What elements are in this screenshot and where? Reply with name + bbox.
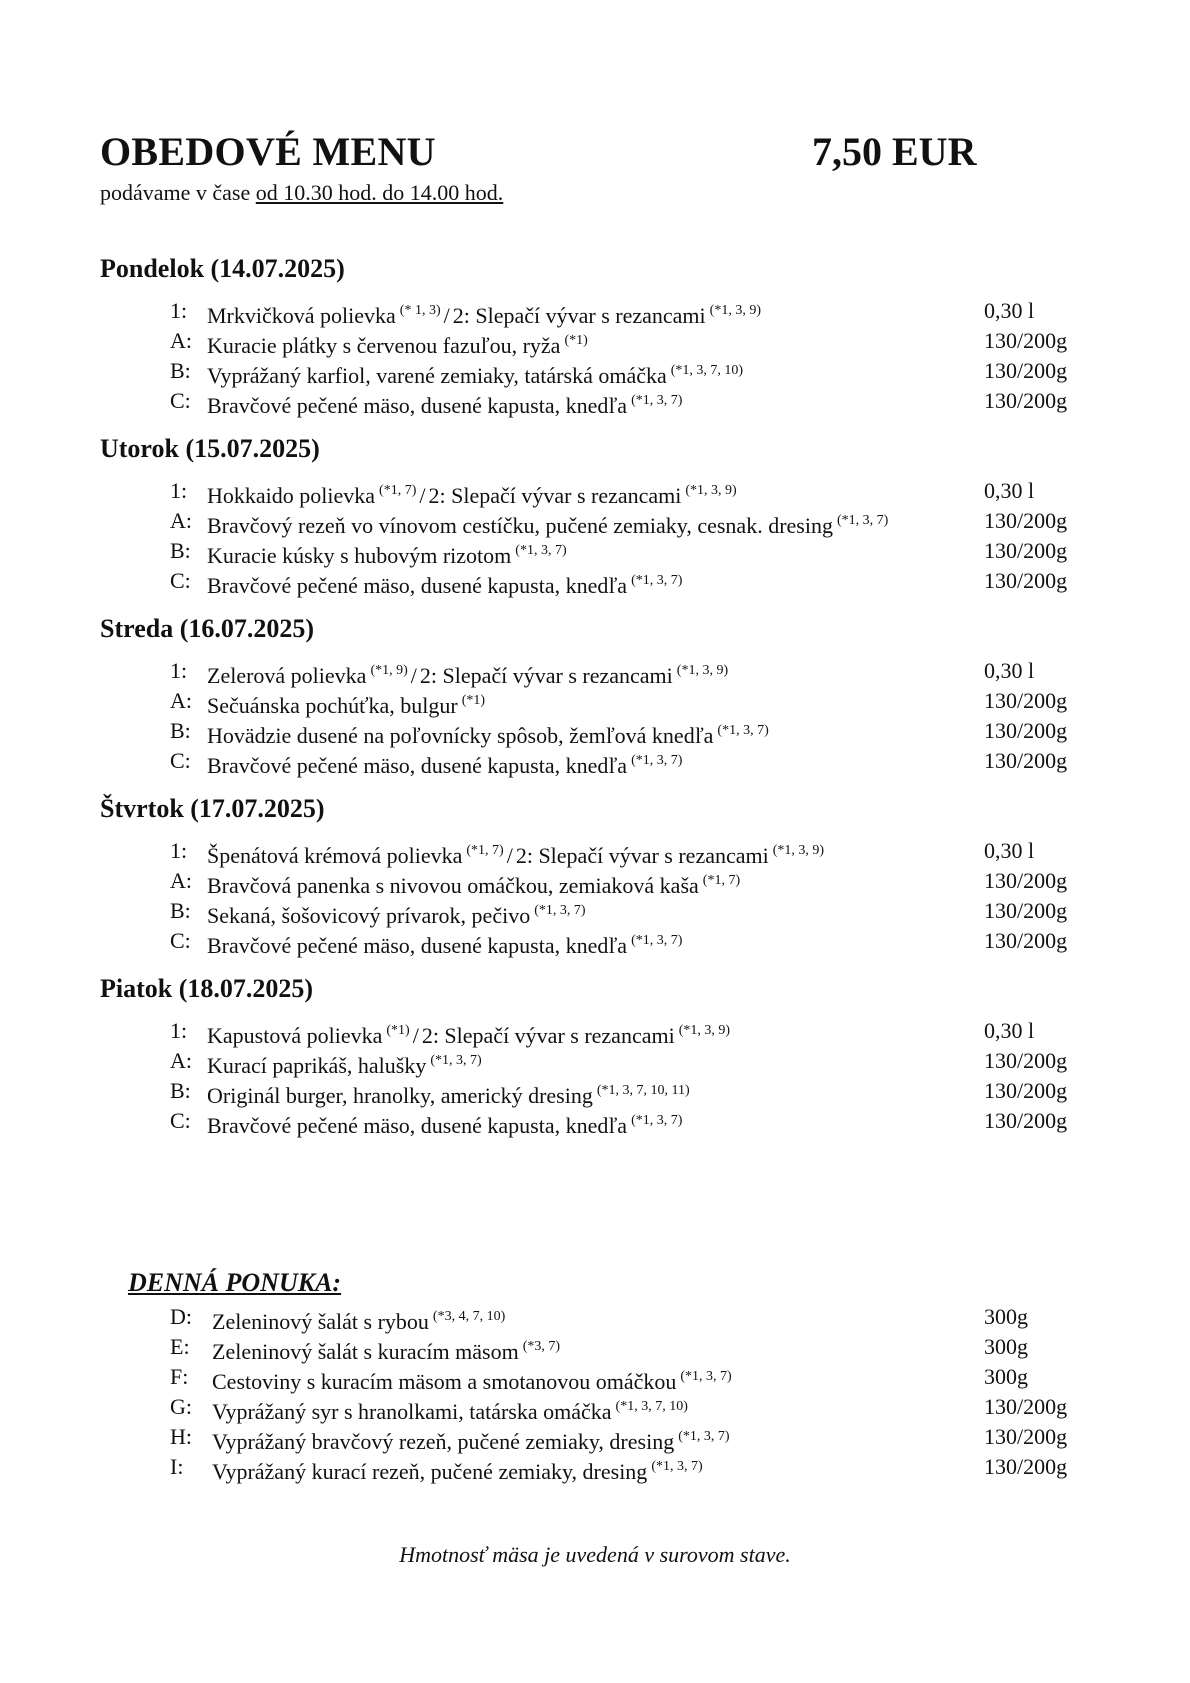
- item-quantity: 0,30 l: [984, 298, 1035, 323]
- item-name: Vyprážaný syr s hranolkami, tatárska omáčka: [212, 1399, 612, 1424]
- item-code: B:: [170, 898, 191, 923]
- menu-item: [100, 1302, 1090, 1332]
- menu-price: 7,50 EUR: [812, 129, 977, 174]
- item-allergens: (*1, 3, 7): [631, 933, 683, 948]
- menu-item: [100, 326, 1090, 356]
- item-quantity: 300g: [984, 1334, 1028, 1359]
- item-quantity: 130/200g: [984, 388, 1068, 413]
- day-title: Streda (16.07.2025): [100, 614, 315, 643]
- menu-item: [100, 656, 1090, 686]
- daily-offer-title: DENNÁ PONUKA:: [128, 1268, 342, 1297]
- item-code: B:: [170, 538, 191, 563]
- item-allergens: (*1, 3, 7): [680, 1369, 732, 1384]
- item-allergens-alt: (*1, 3, 9): [678, 1023, 731, 1038]
- item-description: [207, 566, 682, 601]
- item-name-alt: 2: Slepačí vývar s rezancami: [515, 843, 769, 868]
- item-name: Cestoviny s kuracím mäsom a smotanovou omáčkou: [212, 1369, 677, 1394]
- item-separator: /: [410, 663, 417, 688]
- item-quantity: 130/200g: [984, 1078, 1068, 1103]
- item-code: 1:: [170, 838, 188, 863]
- item-name-alt: 2: Slepačí vývar s rezancami: [452, 303, 706, 328]
- item-description: [207, 926, 682, 961]
- day-section: [100, 972, 1090, 1136]
- item-name: Vyprážaný bravčový rezeň, pučené zemiaky, dresing: [212, 1429, 675, 1454]
- item-name: Mrkvičková polievka: [207, 303, 396, 328]
- item-name-alt: 2: Slepačí vývar s rezancami: [421, 1023, 675, 1048]
- item-quantity: 130/200g: [984, 1424, 1068, 1449]
- item-quantity: 0,30 l: [984, 1018, 1035, 1043]
- menu-item: [100, 1362, 1090, 1392]
- menu-item: [100, 1046, 1090, 1076]
- menu-item: [100, 866, 1090, 896]
- item-allergens: (*1, 3, 7, 10, 11): [596, 1083, 690, 1098]
- item-quantity: 130/200g: [984, 718, 1068, 743]
- menu-item: [100, 356, 1090, 386]
- item-code: C:: [170, 748, 191, 773]
- menu-item: [100, 716, 1090, 746]
- item-allergens: (*1, 3, 7): [430, 1053, 482, 1068]
- item-name-alt: 2: Slepačí vývar s rezancami: [419, 663, 673, 688]
- item-quantity: 130/200g: [984, 928, 1068, 953]
- item-code: I:: [170, 1454, 184, 1479]
- menu-item: [100, 1016, 1090, 1046]
- item-code: 1:: [170, 478, 188, 503]
- menu-item: [100, 476, 1090, 506]
- day-title: Pondelok (14.07.2025): [100, 254, 345, 283]
- item-code: C:: [170, 1108, 191, 1133]
- item-quantity: 130/200g: [984, 1394, 1068, 1419]
- item-code: D:: [170, 1304, 192, 1329]
- item-allergens: (*1, 7): [379, 483, 417, 498]
- day-title: Piatok (18.07.2025): [100, 974, 314, 1003]
- item-name-alt: 2: Slepačí vývar s rezancami: [428, 483, 682, 508]
- menu-item: [100, 926, 1090, 956]
- menu-item: [100, 506, 1090, 536]
- day-section: [100, 432, 1090, 596]
- item-name: Zeleninový šalát s kuracím mäsom: [212, 1339, 519, 1364]
- item-quantity: 130/200g: [984, 868, 1068, 893]
- item-quantity: 130/200g: [984, 688, 1068, 713]
- item-code: C:: [170, 568, 191, 593]
- item-code: A:: [170, 1048, 192, 1073]
- item-code: E:: [170, 1334, 190, 1359]
- footer-note: Hmotnosť mäsa je uvedená v surovom stave.: [399, 1542, 791, 1567]
- item-code: B:: [170, 1078, 191, 1103]
- item-code: C:: [170, 928, 191, 953]
- item-allergens: (*1, 3, 7): [631, 753, 683, 768]
- day-title: Štvrtok (17.07.2025): [100, 794, 325, 823]
- item-code: C:: [170, 388, 191, 413]
- item-name: Bravčové pečené mäso, dusené kapusta, knedľa: [207, 393, 628, 418]
- item-allergens: (*1, 3, 7, 10): [670, 363, 744, 378]
- serving-time-prefix: podávame v čase: [100, 180, 251, 205]
- item-code: G:: [170, 1394, 192, 1419]
- item-name: Originál burger, hranolky, americký dresing: [207, 1083, 593, 1108]
- day-section: [100, 612, 1090, 776]
- item-name: Hovädzie dusené na poľovnícky spôsob, žemľová knedľa: [207, 723, 714, 748]
- item-name: Sečuánska pochúťka, bulgur: [207, 693, 458, 718]
- menu-item: [100, 1392, 1090, 1422]
- item-description: [212, 1452, 703, 1487]
- item-name: Zeleninový šalát s rybou: [212, 1309, 429, 1334]
- item-allergens: (*1, 3, 7): [836, 513, 889, 528]
- item-code: A:: [170, 688, 192, 713]
- item-allergens: (*1, 9): [370, 663, 408, 678]
- item-quantity: 130/200g: [984, 748, 1068, 773]
- item-separator: /: [506, 843, 513, 868]
- item-name: Kuracie plátky s červenou fazuľou, ryža: [207, 333, 561, 358]
- item-allergens: (*1, 3, 7): [717, 723, 769, 738]
- item-code: 1:: [170, 298, 188, 323]
- item-quantity: 130/200g: [984, 1108, 1068, 1133]
- menu-title: OBEDOVÉ MENU: [100, 129, 436, 174]
- item-name: Hokkaido polievka: [207, 483, 376, 508]
- item-quantity: 0,30 l: [984, 478, 1035, 503]
- item-name: Kuracie kúsky s hubovým rizotom: [207, 543, 512, 568]
- menu-item: [100, 836, 1090, 866]
- menu-item: [100, 566, 1090, 596]
- item-description: [207, 1106, 682, 1141]
- item-allergens: (*1, 3, 7): [631, 1113, 683, 1128]
- item-name: Bravčový rezeň vo vínovom cestíčku, pučené zemiaky, cesnak. dresing: [207, 513, 833, 538]
- item-allergens: (*1, 3, 7): [631, 573, 683, 588]
- item-code: A:: [170, 868, 192, 893]
- item-code: A:: [170, 508, 192, 533]
- item-quantity: 0,30 l: [984, 658, 1035, 683]
- item-code: 1:: [170, 1018, 188, 1043]
- item-name: Vyprážaný karfiol, varené zemiaky, tatárská omáčka: [207, 363, 667, 388]
- item-allergens-alt: (*1, 3, 9): [676, 663, 729, 678]
- item-code: A:: [170, 328, 192, 353]
- item-allergens: (*1, 3, 7): [651, 1459, 703, 1474]
- item-quantity: 130/200g: [984, 568, 1068, 593]
- item-quantity: 300g: [984, 1364, 1028, 1389]
- item-allergens: (*1): [564, 333, 588, 348]
- menu-item: [100, 296, 1090, 326]
- menu-item: [100, 536, 1090, 566]
- item-quantity: 0,30 l: [984, 838, 1035, 863]
- item-quantity: 130/200g: [984, 538, 1068, 563]
- menu-item: [100, 896, 1090, 926]
- item-name: Špenátová krémová polievka: [207, 843, 463, 868]
- item-name: Bravčové pečené mäso, dusené kapusta, knedľa: [207, 1113, 628, 1138]
- item-code: H:: [170, 1424, 192, 1449]
- item-name: Bravčové pečené mäso, dusené kapusta, knedľa: [207, 933, 628, 958]
- item-name: Bravčová panenka s nivovou omáčkou, zemiaková kaša: [207, 873, 699, 898]
- item-allergens-alt: (*1, 3, 9): [709, 303, 761, 318]
- day-title: Utorok (15.07.2025): [100, 434, 320, 463]
- item-quantity: 130/200g: [984, 508, 1068, 533]
- item-allergens: (*1, 3, 7): [515, 543, 567, 558]
- item-quantity: 130/200g: [984, 1454, 1068, 1479]
- item-code: 1:: [170, 658, 188, 683]
- serving-time: [100, 180, 503, 206]
- menu-item: [100, 386, 1090, 416]
- item-allergens: (*1): [461, 693, 486, 708]
- item-name: Vyprážaný kurací rezeň, pučené zemiaky, dresing: [212, 1459, 648, 1484]
- item-allergens: (*1, 3, 7): [678, 1429, 730, 1444]
- item-separator: /: [412, 1023, 419, 1048]
- menu-item: [100, 1106, 1090, 1136]
- day-section: [100, 252, 1090, 416]
- item-name: Kurací paprikáš, halušky: [207, 1053, 427, 1078]
- item-description: [207, 386, 682, 421]
- item-allergens: (*3, 4, 7, 10): [432, 1309, 506, 1324]
- item-allergens: (* 1, 3): [399, 303, 441, 318]
- item-name: Zelerová polievka: [207, 663, 367, 688]
- menu-item: [100, 1332, 1090, 1362]
- item-quantity: 130/200g: [984, 328, 1068, 353]
- item-allergens: (*1, 7): [702, 873, 741, 888]
- menu-item: [100, 1076, 1090, 1106]
- item-allergens: (*3, 7): [522, 1339, 561, 1354]
- item-allergens-alt: (*1, 3, 9): [685, 483, 737, 498]
- item-allergens: (*1, 3, 7): [631, 393, 683, 408]
- item-allergens: (*1, 3, 7, 10): [615, 1399, 688, 1414]
- item-separator: /: [443, 303, 450, 328]
- item-code: B:: [170, 358, 191, 383]
- item-code: F:: [170, 1364, 189, 1389]
- item-allergens: (*1): [386, 1023, 410, 1038]
- item-separator: /: [419, 483, 426, 508]
- item-quantity: 300g: [984, 1304, 1028, 1329]
- item-allergens: (*1, 7): [466, 843, 504, 858]
- menu-item: [100, 686, 1090, 716]
- item-name: Kapustová polievka: [207, 1023, 383, 1048]
- item-allergens: (*1, 3, 7): [534, 903, 586, 918]
- item-name: Bravčové pečené mäso, dusené kapusta, knedľa: [207, 753, 628, 778]
- item-quantity: 130/200g: [984, 358, 1068, 383]
- item-quantity: 130/200g: [984, 898, 1068, 923]
- item-name: Bravčové pečené mäso, dusené kapusta, knedľa: [207, 573, 628, 598]
- item-code: B:: [170, 718, 191, 743]
- serving-time-range: od 10.30 hod. do 14.00 hod.: [255, 180, 504, 205]
- menu-item: [100, 1422, 1090, 1452]
- item-allergens-alt: (*1, 3, 9): [772, 843, 825, 858]
- item-quantity: 130/200g: [984, 1048, 1068, 1073]
- item-name: Sekaná, šošovicový prívarok, pečivo: [207, 903, 531, 928]
- menu-item: [100, 746, 1090, 776]
- item-description: [207, 746, 682, 781]
- menu-item: [100, 1452, 1090, 1482]
- day-section: [100, 792, 1090, 956]
